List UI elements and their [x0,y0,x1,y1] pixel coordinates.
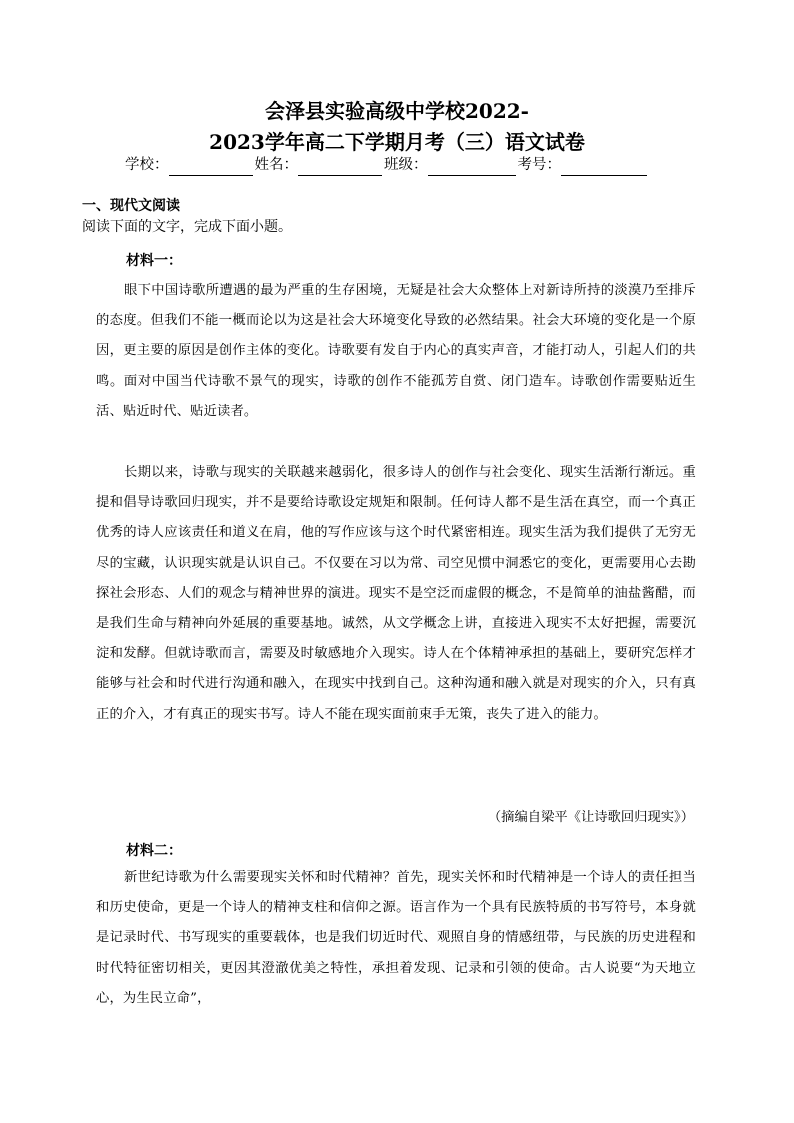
exam-title-line-2: 2023学年高二下学期月考（三）语文试卷 [209,130,585,154]
name-label: 姓名： [254,157,298,173]
material-1-citation: （摘编自梁平《让诗歌回归现实》） [487,810,694,825]
section-heading: 一、现代文阅读 [82,198,180,214]
section-instruction: 阅读下面的文字，完成下面小题。 [82,219,292,235]
material-1-paragraph-2: 长期以来，诗歌与现实的关联越来越弱化，很多诗人的创作与社会变化、现实生活渐行渐远。重提和倡导诗歌回归现实，并不是要给诗歌设定规矩和限制。任何诗人都不是生活在真空，而一个真正优秀的诗人应该责任和道义在肩，他的写作应该与这个时代紧密相连。现实生活为我们提供了无穷无尽的宝藏，认识现实就是认识自己。不仅要在习以为常、司空见惯中洞悉它的变化，更需要用心去勘探社会形态、人们的观念与精神世界的演进。现实不是空泛而虚假的概念，不是简单的油盐酱醋，而是我们生命与精神向外延展的重要基地。诚然，从文学概念上讲，直接进入现实不太好把握，需要沉淀和发酵。但就诗歌而言，需要及时敏感地介入现实。诗人在个体精神承担的基础上，要研究怎样才能够与社会和时代进行沟通和融入，在现实中找到自己。这种沟通和融入就是对现实的介入，只有真正的介入，才有真正的现实书写。诗人不能在现实面前束手无策，丧失了进入的能力。 [96,465,696,722]
material-1-label: 材料一： [126,253,182,269]
material-1-paragraph-1: 眼下中国诗歌所遭遇的最为严重的生存困境，无疑是社会大众整体上对新诗所持的淡漠乃至排斥的态度。但我们不能一概而论以为这是社会大环境变化导致的必然结果。社会大环境的变化是一个原因，更主要的原因是创作主体的变化。诗歌要有发自于内心的真实声音，才能打动人，引起人们的共鸣。面对中国当代诗歌不景气的现实，诗歌的创作不能孤芳自赏、闭门造车。诗歌创作需要贴近生活、贴近时代、贴近读者。 [96,283,696,419]
student-info-row [125,154,685,176]
exam-title-line-1: 会泽县实验高级中学校2022- [265,99,529,123]
material-2-paragraph-1: 新世纪诗歌为什么需要现实关怀和时代精神？首先，现实关怀和时代精神是一个诗人的责任担当和历史使命，更是一个诗人的精神支柱和信仰之源。语言作为一个具有民族特质的书写符号，本身就是记录时代、书写现实的重要载体，也是我们切近时代、观照自身的情感纽带，与民族的历史进程和时代特征密切相关，更因其澄澈优美之特性，承担着发现、记录和引领的使命。古人说要“为天地立心，为生民立命”， [96,870,696,1006]
school-label: 学校： [125,157,169,173]
material-2-label: 材料二： [126,843,182,859]
class-blank[interactable] [428,158,516,176]
exam-number-blank[interactable] [561,158,647,176]
class-label: 班级： [384,157,428,173]
exam-number-label: 考号： [517,157,561,173]
name-blank[interactable] [298,158,382,176]
school-blank[interactable] [169,158,253,176]
